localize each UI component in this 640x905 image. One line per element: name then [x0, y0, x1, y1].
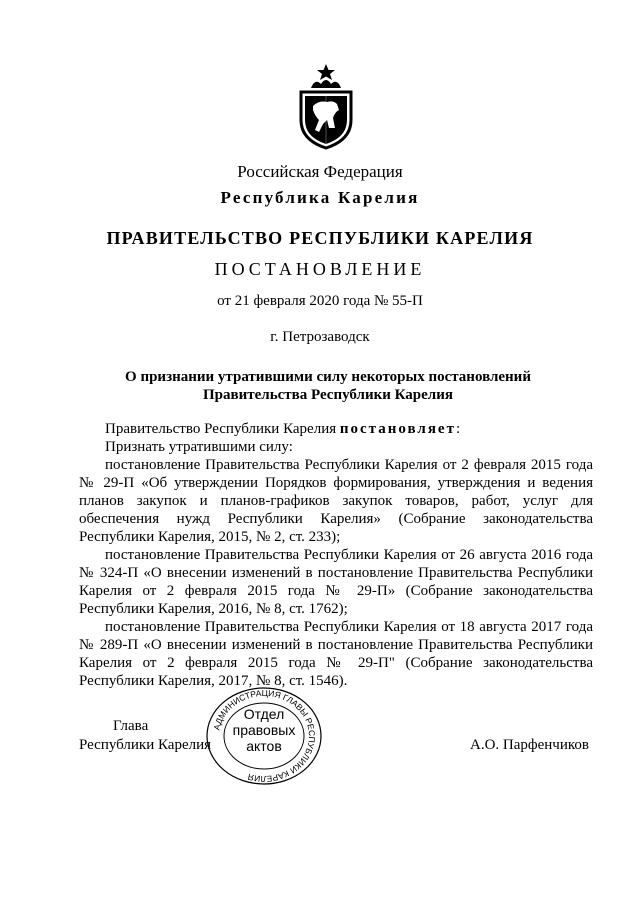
signature-name: А.О. Парфенчиков	[470, 737, 589, 753]
country-name: Российская Федерация	[237, 162, 403, 181]
stamp-line: актов	[246, 738, 282, 754]
city: г. Петрозаводск	[270, 329, 370, 345]
document-body	[79, 420, 593, 690]
date-and-number: от 21 февраля 2020 года № 55-П	[217, 293, 423, 309]
document-type: ПОСТАНОВЛЕНИЕ	[214, 259, 426, 279]
declare-paragraph: Признать утратившими силу:	[105, 439, 293, 455]
document-title: О признании утратившими силу некоторых постановлений Правительства Республики Карелия	[125, 369, 531, 403]
list-item: постановление Правительства Республики Карелия от 2 февраля 2015 года № 29-П «Об утверждении Порядков формирования, утверждения и ведения планов закупок и планов-графиков закупок товаров, работ, услуг для обеспечения нужд Республики Карелия» (Собрание законодательства Республики Карелия, 2015, № 2, ст. 233);	[79, 457, 593, 545]
stamp-line: Отдел	[243, 706, 285, 722]
intro-suffix: :	[455, 421, 461, 437]
signature-position-line2: Республики Карелия	[79, 737, 212, 753]
government-title: ПРАВИТЕЛЬСТВО РЕСПУБЛИКИ КАРЕЛИЯ	[106, 228, 534, 248]
intro-prefix: Правительство Республики Карелия	[105, 421, 340, 437]
stamp-center-text	[223, 706, 305, 754]
stamp-ring-text: АДМИНИСТРАЦИЯ ГЛАВЫ РЕСПУБЛИКИ КАРЕЛИЯ	[211, 687, 318, 785]
intro-spaced-word: постановляет	[339, 421, 456, 437]
republic-name: Республика Карелия	[220, 188, 420, 207]
coat-of-arms-emblem	[293, 62, 359, 150]
intro-paragraph	[79, 420, 593, 438]
stamp-line: правовых	[232, 722, 296, 738]
signature-position-line1: Глава	[113, 718, 149, 734]
list-item: постановление Правительства Республики Карелия от 18 августа 2017 года № 289-П «О внесении изменений в постановление Правительства Республики Карелия от 2 февраля 2015 года № 29-П" (Собрание законодательства Республики Карелия, 2017, № 8, ст. 1546).	[79, 619, 593, 689]
list-item: постановление Правительства Республики Карелия от 26 августа 2016 года № 324-П «О внесении изменений в постановление Правительства Республики Карелия от 2 февраля 2015 года № 29-П» (Собрание законодательства Республики Карелия, 2016, № 8, ст. 1762);	[79, 547, 593, 617]
